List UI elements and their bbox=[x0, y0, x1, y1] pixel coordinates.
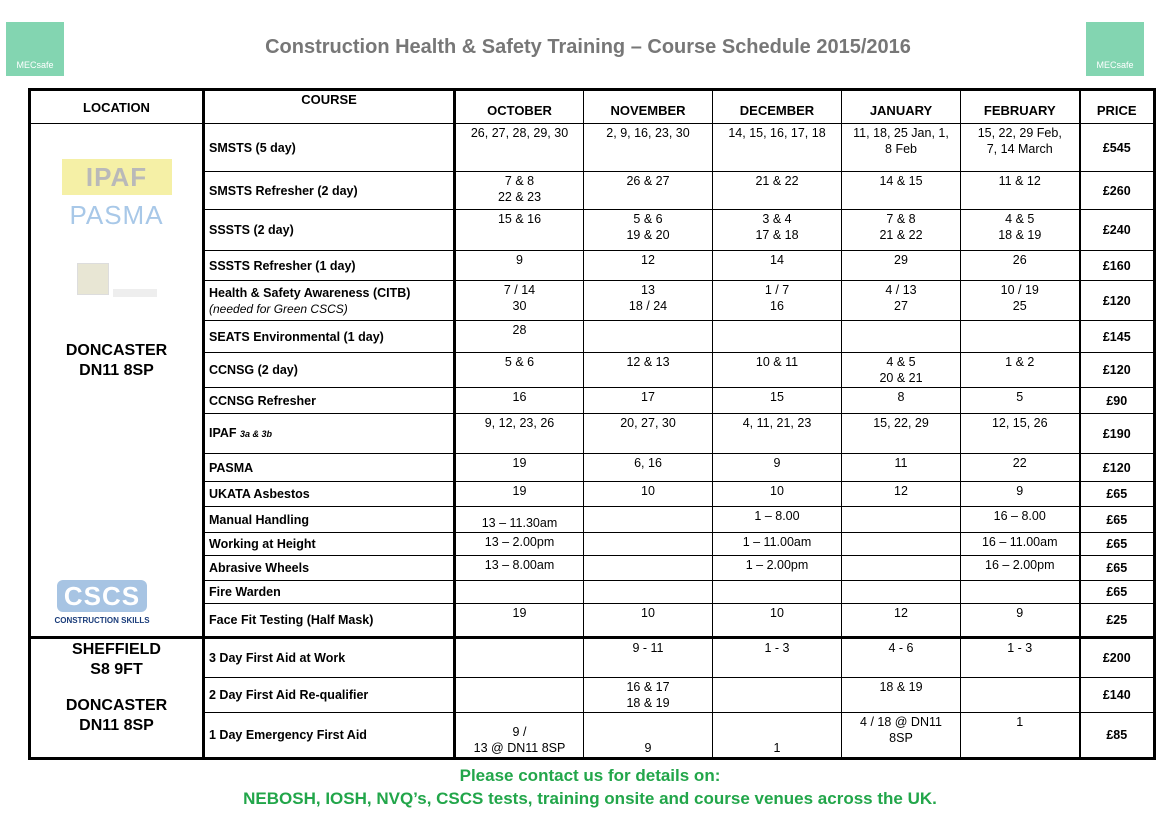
price-cell: £120 bbox=[1080, 454, 1155, 482]
date-cell: 16 & 17 18 & 19 bbox=[584, 678, 713, 713]
date-cell: 26 bbox=[961, 251, 1080, 281]
date-cell bbox=[961, 678, 1080, 713]
date-cell: 4 & 5 20 & 21 bbox=[842, 353, 961, 388]
date-cell: 1 – 11.00am bbox=[713, 533, 842, 556]
course-note: (needed for Green CSCS) bbox=[209, 301, 348, 316]
course-name: Fire Warden bbox=[209, 585, 281, 599]
date-cell: 11 & 12 bbox=[961, 172, 1080, 210]
date-cell: 9 bbox=[961, 482, 1080, 507]
price-cell: £120 bbox=[1080, 281, 1155, 321]
schedule-body bbox=[30, 124, 1155, 759]
date-cell: 13 – 8.00am bbox=[455, 556, 584, 581]
date-cell: 10 bbox=[584, 604, 713, 638]
course-name-cell bbox=[204, 454, 455, 482]
price-cell: £260 bbox=[1080, 172, 1155, 210]
date-cell: 15, 22, 29 bbox=[842, 414, 961, 454]
date-cell: 14 & 15 bbox=[842, 172, 961, 210]
footer-line-1: Please contact us for details on: bbox=[459, 766, 721, 785]
price-cell: £65 bbox=[1080, 482, 1155, 507]
date-cell bbox=[842, 581, 961, 604]
course-name-cell bbox=[204, 533, 455, 556]
date-cell: 21 & 22 bbox=[713, 172, 842, 210]
month-header: FEBRUARY bbox=[961, 90, 1080, 124]
date-cell: 20, 27, 30 bbox=[584, 414, 713, 454]
date-cell: 10 & 11 bbox=[713, 353, 842, 388]
date-cell: 16 – 8.00 bbox=[961, 507, 1080, 533]
date-cell bbox=[584, 507, 713, 533]
course-name-cell bbox=[204, 124, 455, 172]
price-cell: £145 bbox=[1080, 321, 1155, 353]
course-row bbox=[30, 124, 1155, 172]
date-cell: 11, 18, 25 Jan, 1, 8 Feb bbox=[842, 124, 961, 172]
date-cell: 16 – 11.00am bbox=[961, 533, 1080, 556]
date-cell: 10 bbox=[713, 482, 842, 507]
location-city: SHEFFIELD bbox=[72, 641, 161, 658]
date-cell bbox=[584, 533, 713, 556]
date-cell bbox=[961, 321, 1080, 353]
date-cell bbox=[713, 321, 842, 353]
date-cell bbox=[842, 507, 961, 533]
course-name-cell bbox=[204, 388, 455, 414]
date-cell bbox=[842, 321, 961, 353]
date-cell: 8 bbox=[842, 388, 961, 414]
date-cell: 12 bbox=[584, 251, 713, 281]
date-cell: 7 & 8 22 & 23 bbox=[455, 172, 584, 210]
date-cell: 13 – 11.30am bbox=[455, 507, 584, 533]
course-name: CCNSG Refresher bbox=[209, 393, 316, 408]
price-cell: £65 bbox=[1080, 507, 1155, 533]
date-cell: 10 bbox=[713, 604, 842, 638]
date-cell: 4 / 18 @ DN11 8SP bbox=[842, 713, 961, 759]
date-cell: 15 bbox=[713, 388, 842, 414]
date-cell: 10 / 19 25 bbox=[961, 281, 1080, 321]
date-cell bbox=[713, 581, 842, 604]
course-name: Manual Handling bbox=[209, 512, 309, 527]
date-cell: 9 bbox=[455, 251, 584, 281]
month-header: JANUARY bbox=[842, 90, 961, 124]
logo-text: MECsafe bbox=[1096, 60, 1134, 70]
date-cell: 9 bbox=[713, 454, 842, 482]
price-cell: £65 bbox=[1080, 581, 1155, 604]
cscs-badge: CSCS bbox=[57, 580, 147, 612]
location-postcode: DN11 8SP bbox=[79, 362, 154, 379]
date-cell: 15, 22, 29 Feb, 7, 14 March bbox=[961, 124, 1080, 172]
date-cell: 9, 12, 23, 26 bbox=[455, 414, 584, 454]
course-name-cell bbox=[204, 581, 455, 604]
course-name-cell bbox=[204, 321, 455, 353]
date-cell bbox=[842, 533, 961, 556]
footer bbox=[0, 764, 1176, 810]
course-name: Abrasive Wheels bbox=[209, 561, 310, 575]
date-cell bbox=[584, 581, 713, 604]
price-cell: £120 bbox=[1080, 353, 1155, 388]
course-name-cell bbox=[204, 638, 455, 678]
price-cell: £160 bbox=[1080, 251, 1155, 281]
cscs-logo bbox=[50, 580, 154, 625]
date-cell: 12 bbox=[842, 482, 961, 507]
date-cell: 1 / 7 16 bbox=[713, 281, 842, 321]
date-cell: 9 / 13 @ DN11 8SP bbox=[455, 713, 584, 759]
date-cell bbox=[584, 556, 713, 581]
course-name: IPAF bbox=[209, 426, 237, 440]
location-city: DONCASTER bbox=[65, 342, 168, 359]
date-cell: 16 bbox=[455, 388, 584, 414]
location-city: DONCASTER bbox=[65, 697, 168, 714]
date-cell: 4 & 5 18 & 19 bbox=[961, 210, 1080, 251]
date-cell: 2, 9, 16, 23, 30 bbox=[584, 124, 713, 172]
course-name-cell bbox=[204, 281, 455, 321]
course-header: COURSE bbox=[204, 90, 455, 124]
date-cell: 7 & 8 21 & 22 bbox=[842, 210, 961, 251]
month-header: OCTOBER bbox=[455, 90, 584, 124]
footer-line-2: NEBOSH, IOSH, NVQ’s, CSCS tests, training onsite and course venues across the UK. bbox=[243, 789, 937, 808]
location-header: LOCATION bbox=[30, 90, 204, 124]
date-cell: 13 18 / 24 bbox=[584, 281, 713, 321]
course-name-cell bbox=[204, 210, 455, 251]
location-postcode: S8 9FT bbox=[90, 661, 143, 678]
date-cell: 15 & 16 bbox=[455, 210, 584, 251]
date-cell: 1 - 3 bbox=[713, 638, 842, 678]
date-cell: 14 bbox=[713, 251, 842, 281]
date-cell: 19 bbox=[455, 482, 584, 507]
course-name-cell bbox=[204, 353, 455, 388]
price-cell: £140 bbox=[1080, 678, 1155, 713]
course-name-cell bbox=[204, 482, 455, 507]
date-cell: 5 & 6 bbox=[455, 353, 584, 388]
pasma-logo-text: PASMA bbox=[69, 200, 164, 230]
course-name: 2 Day First Aid Re-qualifier bbox=[209, 688, 369, 702]
course-name-cell bbox=[204, 414, 455, 454]
course-name: 3 Day First Aid at Work bbox=[209, 651, 346, 665]
date-cell: 5 bbox=[961, 388, 1080, 414]
date-cell: 22 bbox=[961, 454, 1080, 482]
date-cell bbox=[584, 321, 713, 353]
citb-logo bbox=[77, 263, 157, 303]
date-cell bbox=[455, 678, 584, 713]
date-cell: 18 & 19 bbox=[842, 678, 961, 713]
date-cell: 19 bbox=[455, 604, 584, 638]
ipaf-logo-text: IPAF bbox=[85, 162, 148, 192]
price-cell: £65 bbox=[1080, 533, 1155, 556]
course-name-cell bbox=[204, 556, 455, 581]
date-cell: 7 / 14 30 bbox=[455, 281, 584, 321]
ipaf-logo bbox=[62, 159, 172, 195]
course-name: CCNSG (2 day) bbox=[209, 363, 298, 377]
date-cell: 9 - 11 bbox=[584, 638, 713, 678]
date-cell: 12 bbox=[842, 604, 961, 638]
logo-text: MECsafe bbox=[16, 60, 54, 70]
location-doncaster bbox=[30, 124, 204, 638]
course-name-cell bbox=[204, 678, 455, 713]
month-header: DECEMBER bbox=[713, 90, 842, 124]
course-name: UKATA Asbestos bbox=[209, 487, 310, 501]
date-cell bbox=[713, 678, 842, 713]
pasma-logo bbox=[67, 200, 167, 237]
course-name: SSSTS (2 day) bbox=[209, 223, 294, 237]
date-cell: 9 bbox=[961, 604, 1080, 638]
price-header: PRICE bbox=[1080, 90, 1155, 124]
date-cell: 19 bbox=[455, 454, 584, 482]
course-name-cell bbox=[204, 507, 455, 533]
course-name: SMSTS Refresher (2 day) bbox=[209, 183, 358, 198]
location-sheffield-doncaster bbox=[30, 638, 204, 759]
course-name: Face Fit Testing (Half Mask) bbox=[209, 613, 374, 627]
price-cell: £240 bbox=[1080, 210, 1155, 251]
date-cell: 26, 27, 28, 29, 30 bbox=[455, 124, 584, 172]
date-cell bbox=[961, 581, 1080, 604]
course-row bbox=[30, 638, 1155, 678]
price-cell: £545 bbox=[1080, 124, 1155, 172]
price-cell: £190 bbox=[1080, 414, 1155, 454]
date-cell: 1 - 3 bbox=[961, 638, 1080, 678]
date-cell: 4, 11, 21, 23 bbox=[713, 414, 842, 454]
date-cell: 16 – 2.00pm bbox=[961, 556, 1080, 581]
location-postcode: DN11 8SP bbox=[79, 717, 154, 734]
date-cell: 12, 15, 26 bbox=[961, 414, 1080, 454]
course-name: Working at Height bbox=[209, 537, 316, 551]
date-cell: 14, 15, 16, 17, 18 bbox=[713, 124, 842, 172]
course-name: SSSTS Refresher (1 day) bbox=[209, 258, 356, 273]
course-name: SMSTS (5 day) bbox=[209, 140, 296, 155]
course-name-cell bbox=[204, 251, 455, 281]
course-schedule-table bbox=[28, 88, 1156, 760]
date-cell: 1 – 2.00pm bbox=[713, 556, 842, 581]
date-cell: 3 & 4 17 & 18 bbox=[713, 210, 842, 251]
date-cell bbox=[455, 638, 584, 678]
date-cell: 1 & 2 bbox=[961, 353, 1080, 388]
date-cell: 5 & 6 19 & 20 bbox=[584, 210, 713, 251]
price-cell: £90 bbox=[1080, 388, 1155, 414]
course-name: SEATS Environmental (1 day) bbox=[209, 329, 384, 344]
price-cell: £200 bbox=[1080, 638, 1155, 678]
price-cell: £65 bbox=[1080, 556, 1155, 581]
course-name-cell bbox=[204, 172, 455, 210]
date-cell: 28 bbox=[455, 321, 584, 353]
header-row bbox=[30, 90, 1155, 124]
date-cell: 13 – 2.00pm bbox=[455, 533, 584, 556]
date-cell: 29 bbox=[842, 251, 961, 281]
date-cell: 4 / 13 27 bbox=[842, 281, 961, 321]
date-cell: 1 – 8.00 bbox=[713, 507, 842, 533]
date-cell: 11 bbox=[842, 454, 961, 482]
course-note: 3a & 3b bbox=[240, 429, 273, 439]
date-cell: 1 bbox=[961, 713, 1080, 759]
course-name: PASMA bbox=[209, 460, 254, 475]
cscs-subtitle: CONSTRUCTION SKILLS bbox=[54, 616, 150, 625]
date-cell: 4 - 6 bbox=[842, 638, 961, 678]
course-name: Health & Safety Awareness (CITB) bbox=[209, 285, 411, 300]
page-title: Construction Health & Safety Training – Course Schedule 2015/2016 bbox=[265, 36, 911, 58]
date-cell: 26 & 27 bbox=[584, 172, 713, 210]
course-name: 1 Day Emergency First Aid bbox=[209, 728, 367, 742]
course-name-cell bbox=[204, 713, 455, 759]
date-cell: 10 bbox=[584, 482, 713, 507]
date-cell: 1 bbox=[713, 713, 842, 759]
date-cell: 9 bbox=[584, 713, 713, 759]
price-cell: £85 bbox=[1080, 713, 1155, 759]
date-cell bbox=[455, 581, 584, 604]
date-cell: 12 & 13 bbox=[584, 353, 713, 388]
date-cell bbox=[842, 556, 961, 581]
price-cell: £25 bbox=[1080, 604, 1155, 638]
course-name-cell bbox=[204, 604, 455, 638]
month-header: NOVEMBER bbox=[584, 90, 713, 124]
date-cell: 6, 16 bbox=[584, 454, 713, 482]
date-cell: 17 bbox=[584, 388, 713, 414]
